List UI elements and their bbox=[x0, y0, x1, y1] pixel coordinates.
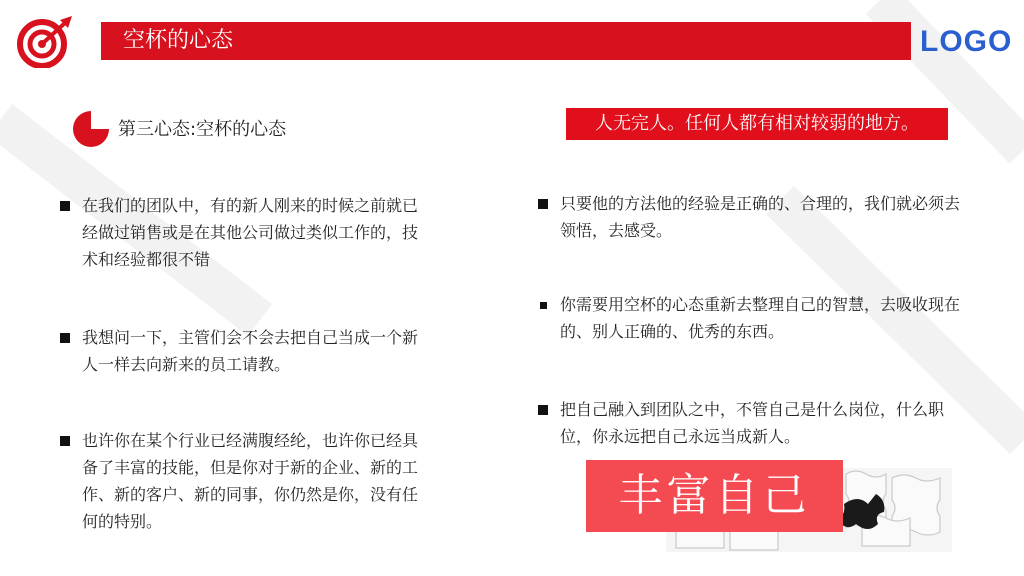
highlight-box: 丰富自己 bbox=[586, 460, 843, 532]
list-item: 也许你在某个行业已经满腹经纶，也许你已经具备了丰富的技能，但是你对于新的企业、新的工作、新的客户、新的同事，你仍然是你，没有任何的特别。 bbox=[60, 427, 432, 535]
square-bullet-icon bbox=[60, 333, 70, 343]
square-bullet-icon bbox=[60, 201, 70, 211]
page-title: 空杯的心态 bbox=[101, 22, 911, 60]
list-item: 把自己融入到团队之中，不管自己是什么岗位，什么职位，你永远把自己永远当成新人。 bbox=[538, 396, 970, 450]
section-heading: 第三心态:空杯的心态 bbox=[118, 119, 287, 140]
square-bullet-icon bbox=[538, 405, 548, 415]
square-bullet-icon bbox=[540, 302, 547, 309]
logo: LOGO bbox=[920, 25, 1013, 58]
list-item: 只要他的方法他的经验是正确的、合理的，我们就必须去领悟，去感受。 bbox=[538, 190, 970, 244]
right-banner: 人无完人。任何人都有相对较弱的地方。 bbox=[566, 108, 948, 140]
target-arrow-icon bbox=[16, 16, 74, 68]
list-item: 我想问一下，主管们会不会去把自己当成一个新人一样去向新来的员工请教。 bbox=[60, 324, 432, 378]
pie-quarter-icon bbox=[72, 110, 110, 148]
square-bullet-icon bbox=[60, 436, 70, 446]
list-item: 你需要用空杯的心态重新去整理自己的智慧，去吸收现在的、别人正确的、优秀的东西。 bbox=[538, 291, 970, 345]
list-item: 在我们的团队中，有的新人刚来的时候之前就已经做过销售或是在其他公司做过类似工作的，技术和经验都很不错 bbox=[60, 192, 432, 273]
square-bullet-icon bbox=[538, 199, 548, 209]
